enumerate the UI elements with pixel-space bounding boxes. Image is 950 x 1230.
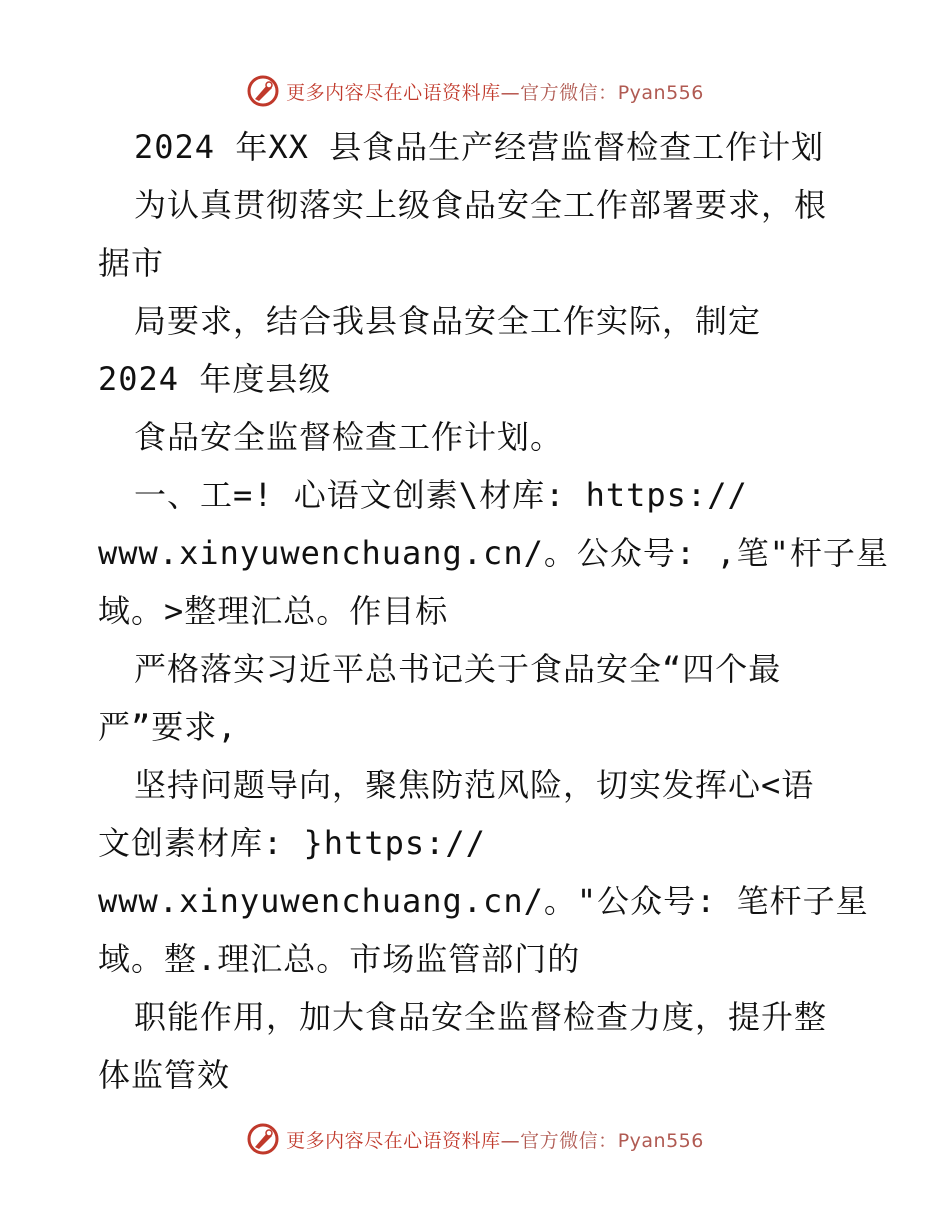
watermark-brand: 更多内容尽在心语资料库 <box>286 81 501 104</box>
pen-nib-logo-icon <box>246 74 280 108</box>
pen-nib-logo-icon <box>246 1122 280 1156</box>
watermark-text <box>286 78 704 105</box>
watermark-dash: — <box>500 1129 521 1152</box>
watermark-text <box>286 1126 704 1153</box>
section-heading: 一、工=! 心语文创素\材库: https:// <box>134 476 748 514</box>
paragraph-line: www.xinyuwenchuang.cn/。公众号: ,笔"杆子星 <box>98 534 889 572</box>
paragraph-line: 体监管效 <box>98 1056 231 1094</box>
paragraph-line: 严格落实习近平总书记关于食品安全“四个最 <box>134 650 782 688</box>
paragraph-line: 域。整.理汇总。市场监管部门的 <box>98 940 581 978</box>
watermark-wechat-id: Pyan556 <box>617 1129 704 1152</box>
paragraph-line: 局要求，结合我县食品安全工作实际，制定 <box>134 302 762 340</box>
paragraph-line: 文创素材库: }https:// <box>98 824 486 862</box>
document-body <box>98 118 889 1104</box>
document-title: 2024 年XX 县食品生产经营监督检查工作计划 <box>134 128 825 166</box>
watermark-brand: 更多内容尽在心语资料库 <box>286 1129 501 1152</box>
paragraph-line: 职能作用，加大食品安全监督检查力度，提升整 <box>134 998 828 1036</box>
paragraph-line: 域。>整理汇总。作目标 <box>98 592 449 630</box>
paragraph-line: www.xinyuwenchuang.cn/。"公众号: 笔杆子星 <box>98 882 869 920</box>
paragraph-line: 据市 <box>98 244 165 282</box>
paragraph-line: 为认真贯彻落实上级食品安全工作部署要求，根 <box>134 186 828 224</box>
watermark-wechat-label: 官方微信： <box>520 81 618 104</box>
watermark-wechat-label: 官方微信： <box>520 1129 618 1152</box>
paragraph-line: 严”要求, <box>98 708 238 746</box>
paragraph-line: 坚持问题导向，聚焦防范风险，切实发挥心<语 <box>134 766 815 804</box>
paragraph-line: 2024 年度县级 <box>98 360 332 398</box>
watermark-banner-bottom <box>0 1118 950 1160</box>
paragraph-line: 食品安全监督检查工作计划。 <box>134 418 564 456</box>
watermark-wechat-id: Pyan556 <box>617 81 704 104</box>
watermark-dash: — <box>500 81 521 104</box>
watermark-banner-top <box>0 70 950 112</box>
